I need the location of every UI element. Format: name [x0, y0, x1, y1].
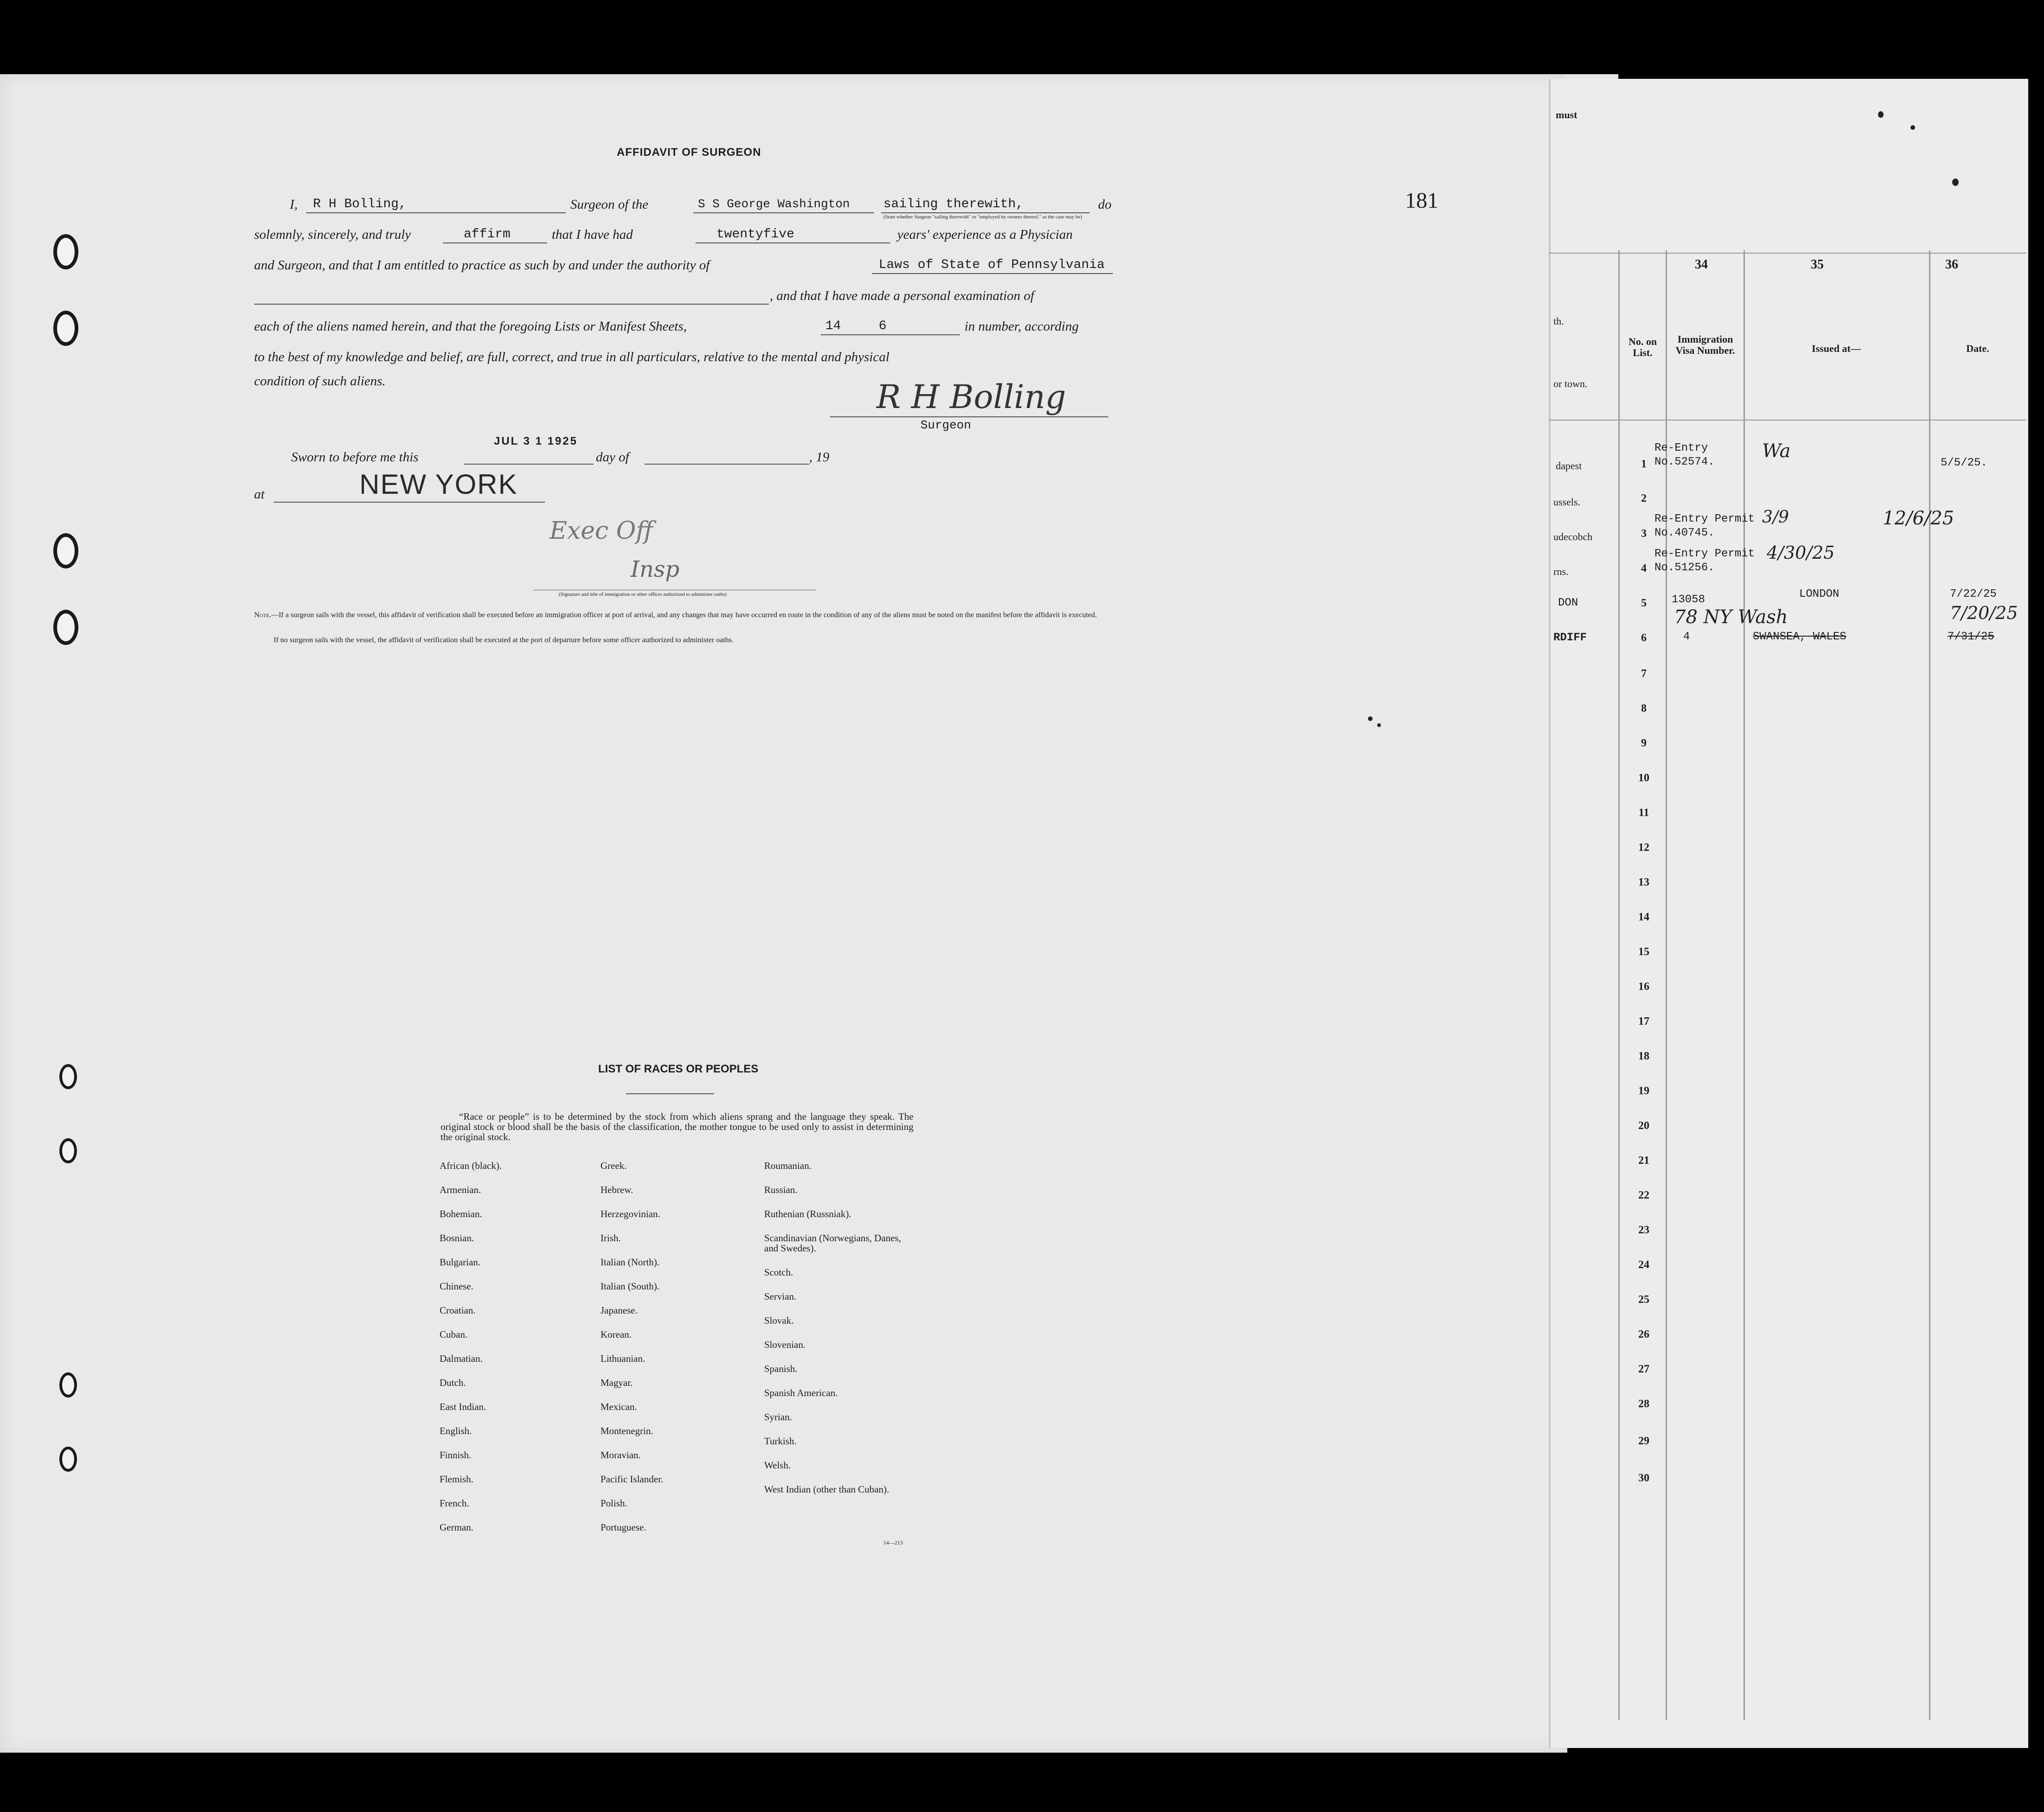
table-rule	[1549, 253, 2026, 254]
date-cell: 7/22/25	[1950, 588, 1997, 600]
visa-cell: 4	[1683, 631, 1690, 643]
race-item: Italian (South).	[600, 1281, 660, 1292]
row-number: 16	[1638, 981, 1649, 993]
issued-cell: 3/9	[1762, 508, 1789, 527]
race-item: East Indian.	[440, 1401, 486, 1412]
row-number: 6	[1641, 632, 1647, 644]
race-item: Servian.	[764, 1291, 797, 1302]
races-title: LIST OF RACES OR PEOPLES	[598, 1063, 759, 1075]
race-item: Cuban.	[440, 1329, 468, 1340]
race-item: French.	[440, 1498, 469, 1509]
punch-hole	[59, 1372, 77, 1397]
race-item: Dalmatian.	[440, 1353, 483, 1364]
underline	[645, 464, 809, 465]
race-item: Italian (North).	[600, 1257, 660, 1268]
each-alien-text: each of the aliens named herein, and that the foregoing Lists or Manifest Sheets,	[254, 319, 687, 334]
solemnly-text: solemnly, sincerely, and truly	[254, 227, 411, 242]
date-cell: 5/5/25.	[1941, 457, 1987, 469]
underline	[872, 273, 1113, 274]
race-item: Roumanian.	[764, 1160, 812, 1171]
ink-speck	[1910, 125, 1915, 130]
row-number: 3	[1641, 528, 1647, 540]
row-number: 25	[1638, 1294, 1649, 1306]
race-item: Pacific Islander.	[600, 1474, 664, 1485]
issued-cell: SWANSEA, WALES	[1753, 631, 1846, 643]
row-number: 26	[1638, 1328, 1649, 1340]
partial-left-cell: udecobch	[1553, 531, 1593, 542]
years-experience-value: twentyfive	[716, 227, 795, 242]
punch-hole	[53, 234, 78, 269]
affidavit-note-2: If no surgeon sails with the vessel, the affidavit of verification shall be executed at the port of departure before some officer authorized to administer oaths.	[274, 636, 734, 644]
race-item: Magyar.	[600, 1377, 633, 1388]
punch-hole	[59, 1447, 77, 1472]
surgeon-name: R H Bolling,	[313, 197, 407, 211]
personal-exam-text: , and that I have made a personal examination of	[770, 288, 1035, 303]
issued-cell: Wa	[1762, 440, 1791, 462]
ink-speck	[1377, 723, 1381, 727]
row-number: 5	[1641, 597, 1647, 609]
table-rule	[1666, 250, 1667, 1720]
officer-label: (Signature and title of immigration or other officer authorized to administer oaths)	[559, 592, 727, 597]
row-number: 23	[1638, 1224, 1649, 1236]
oath-word: affirm	[464, 227, 511, 242]
table-rule	[1549, 420, 2026, 421]
column-number-35: 35	[1811, 257, 1824, 272]
row-number: 18	[1638, 1050, 1649, 1062]
race-item: Scotch.	[764, 1267, 793, 1278]
row-number: 19	[1638, 1085, 1649, 1097]
race-item: Herzegovinian.	[600, 1208, 660, 1219]
row-number: 21	[1638, 1155, 1649, 1167]
title-rule	[626, 1093, 714, 1094]
nineteen-text: , 19	[809, 450, 830, 465]
race-item: Bosnian.	[440, 1232, 474, 1244]
race-item: Hebrew.	[600, 1184, 633, 1195]
row-number: 29	[1638, 1435, 1649, 1447]
race-item: Polish.	[600, 1498, 627, 1509]
underline	[881, 212, 1090, 213]
date-cell: 12/6/25	[1883, 508, 1955, 529]
visa-cell: Re-Entry Permit No.40745.	[1654, 513, 1755, 539]
races-intro: “Race or people” is to be determined by the stock from which aliens sprang and the language they speak. The original stock or blood shall be the basis of the classification, the mother tongue to be used only to assist in determining the original stock.	[441, 1111, 913, 1142]
row-number: 27	[1638, 1363, 1649, 1375]
row-number: 11	[1638, 807, 1649, 819]
issued-cell: LONDON	[1799, 588, 1840, 600]
race-item: Montenegrin.	[600, 1425, 653, 1436]
race-item: Scandinavian (Norwegians, Danes, and Swedes).	[764, 1232, 901, 1254]
partial-left-cell: dapest	[1556, 460, 1582, 472]
partial-left-cell: DON	[1558, 597, 1578, 609]
and-surgeon-text: and Surgeon, and that I am entitled to practice as such by and under the authority of	[254, 258, 710, 273]
form-number: 14—213	[883, 1539, 903, 1546]
underline	[821, 334, 960, 335]
note-1-text: —If a surgeon sails with the vessel, this affidavit of verification shall be executed before an immigration officer at port of arrival, and any changes that may have occurred en route in the condition of any of the aliens must be noted on the manifest before the affidavit is executed.	[271, 611, 1097, 619]
row-number: 14	[1638, 911, 1649, 923]
row-number: 10	[1638, 772, 1649, 784]
header-issued-at: Issued at—	[1812, 343, 1861, 354]
race-item: Lithuanian.	[600, 1353, 645, 1364]
race-item: Irish.	[600, 1232, 621, 1244]
race-item: Bulgarian.	[440, 1257, 481, 1268]
underline	[274, 502, 545, 503]
race-item: Bohemian.	[440, 1208, 482, 1219]
row-number: 24	[1638, 1259, 1649, 1271]
partial-header-word: must	[1556, 109, 1578, 121]
column-number-34: 34	[1695, 257, 1708, 272]
race-item: Spanish American.	[764, 1387, 838, 1398]
underline	[464, 464, 594, 465]
affidavit-title: AFFIDAVIT OF SURGEON	[617, 146, 761, 159]
officer-signature: Exec Off	[549, 517, 653, 545]
partial-left-cell: ussels.	[1553, 496, 1581, 508]
date-cell: 7/31/25	[1948, 631, 1994, 643]
row-number: 17	[1638, 1015, 1649, 1027]
table-rule	[1929, 250, 1930, 1720]
sworn-text: Sworn to before me this	[291, 450, 419, 465]
race-item: Mexican.	[600, 1401, 637, 1412]
affidavit-note-1	[254, 611, 1117, 619]
affidavit-by: I,	[290, 197, 298, 212]
column-number-36: 36	[1945, 257, 1958, 272]
ink-speck	[1878, 111, 1884, 118]
race-item: Chinese.	[440, 1281, 473, 1292]
underline	[696, 242, 890, 243]
race-item: Armenian.	[440, 1184, 481, 1195]
page-number: 181	[1405, 188, 1438, 213]
punch-hole	[59, 1064, 77, 1089]
table-rule	[1744, 250, 1745, 1720]
races-column-1	[440, 1161, 502, 1546]
visa-cell: 13058	[1672, 593, 1705, 606]
surgeon-of-the-label: Surgeon of the	[570, 197, 649, 212]
row-number: 20	[1638, 1120, 1649, 1132]
signature-line	[830, 416, 1108, 417]
race-item: Dutch.	[440, 1377, 466, 1388]
race-item: English.	[440, 1425, 472, 1436]
race-item: Croatian.	[440, 1305, 476, 1316]
visa-cell: Re-Entry No.52574.	[1654, 442, 1715, 468]
race-item: Greek.	[600, 1160, 627, 1171]
row-number: 8	[1641, 702, 1647, 715]
race-item: Spanish.	[764, 1363, 798, 1374]
header-date: Date.	[1966, 343, 1989, 354]
status-note: (State whether Surgeon "sailing therewith" or "employed by owners thereof," as the case may be)	[883, 214, 1082, 220]
sailing-status: sailing therewith,	[883, 197, 1024, 211]
race-item: Ruthenian (Russniak).	[764, 1208, 851, 1219]
race-item: Turkish.	[764, 1436, 797, 1447]
row-number: 30	[1638, 1472, 1649, 1484]
underline	[693, 212, 874, 213]
row-number: 9	[1641, 737, 1647, 749]
underline	[254, 304, 769, 305]
row-number: 12	[1638, 842, 1649, 854]
surgeon-label: Surgeon	[920, 418, 971, 432]
that-i-have-had: that I have had	[552, 227, 633, 242]
race-item: Welsh.	[764, 1460, 791, 1471]
day-of-text: day of	[596, 450, 629, 465]
partial-left-header: or town.	[1553, 378, 1588, 389]
sworn-date-stamp: JUL 3 1 1925	[494, 435, 578, 447]
handwritten-date: 7/20/25	[1950, 603, 2018, 623]
row-number: 28	[1638, 1398, 1649, 1410]
race-item: Syrian.	[764, 1411, 792, 1423]
best-knowledge-text: to the best of my knowledge and belief, are full, correct, and true in all particulars, relative to the mental and physical	[254, 350, 890, 364]
affidavit-do: do	[1098, 197, 1111, 212]
punch-hole	[53, 533, 78, 568]
row-number: 22	[1638, 1189, 1649, 1201]
header-no-on-list: No. on List.	[1628, 336, 1657, 358]
ink-speck	[1952, 179, 1959, 186]
ship-name: S S George Washington	[698, 197, 850, 211]
row-number: 13	[1638, 876, 1649, 888]
surgeon-signature: R H Bolling	[876, 378, 1066, 416]
partial-left-cell: RDIFF	[1553, 632, 1587, 644]
years-experience-text: years' experience as a Physician	[897, 227, 1073, 242]
row-number: 4	[1641, 562, 1647, 574]
at-text: at	[254, 487, 265, 502]
races-column-3	[764, 1161, 917, 1508]
race-item: Slovak.	[764, 1315, 794, 1326]
underline	[306, 212, 566, 213]
sheets-count-b: 6	[879, 319, 887, 333]
race-item: Moravian.	[600, 1449, 641, 1461]
place-stamp: NEW YORK	[359, 469, 518, 500]
row-number: 7	[1641, 668, 1647, 680]
row-number: 15	[1638, 946, 1649, 958]
race-item: Portuguese.	[600, 1522, 646, 1533]
race-item: West Indian (other than Cuban).	[764, 1484, 889, 1495]
note-label: Note.	[254, 611, 271, 619]
in-number-text: in number, according	[965, 319, 1079, 334]
condition-text: condition of such aliens.	[254, 374, 386, 389]
punch-hole	[53, 311, 78, 346]
races-column-2	[600, 1161, 663, 1546]
punch-hole	[59, 1138, 77, 1163]
race-item: Korean.	[600, 1329, 632, 1340]
race-item: Flemish.	[440, 1474, 473, 1485]
officer-initials: Insp	[631, 556, 680, 582]
header-visa-number: Immigration Visa Number.	[1675, 333, 1735, 356]
underline	[443, 242, 547, 243]
sheets-count-a: 14	[825, 319, 841, 333]
partial-left-header: th.	[1553, 315, 1564, 327]
authority-value: Laws of State of Pennsylvania	[879, 258, 1105, 272]
partial-left-cell: rns.	[1553, 566, 1569, 577]
race-item: Russian.	[764, 1184, 798, 1195]
race-item: Slovenian.	[764, 1339, 806, 1350]
table-rule	[1618, 250, 1620, 1720]
race-item: German.	[440, 1522, 473, 1533]
ink-speck	[1368, 716, 1373, 721]
handwritten-annotation: 78 NY Wash	[1674, 606, 1788, 628]
visa-cell: Re-Entry Permit No.51256.	[1654, 548, 1755, 574]
race-item: Finnish.	[440, 1449, 472, 1461]
punch-hole	[53, 610, 78, 645]
manifest-right-page	[1549, 79, 2028, 1748]
race-item: African (black).	[440, 1160, 502, 1171]
row-number: 2	[1641, 492, 1647, 504]
issued-cell: 4/30/25	[1767, 542, 1835, 563]
race-item: Japanese.	[600, 1305, 638, 1316]
row-number: 1	[1641, 458, 1647, 470]
